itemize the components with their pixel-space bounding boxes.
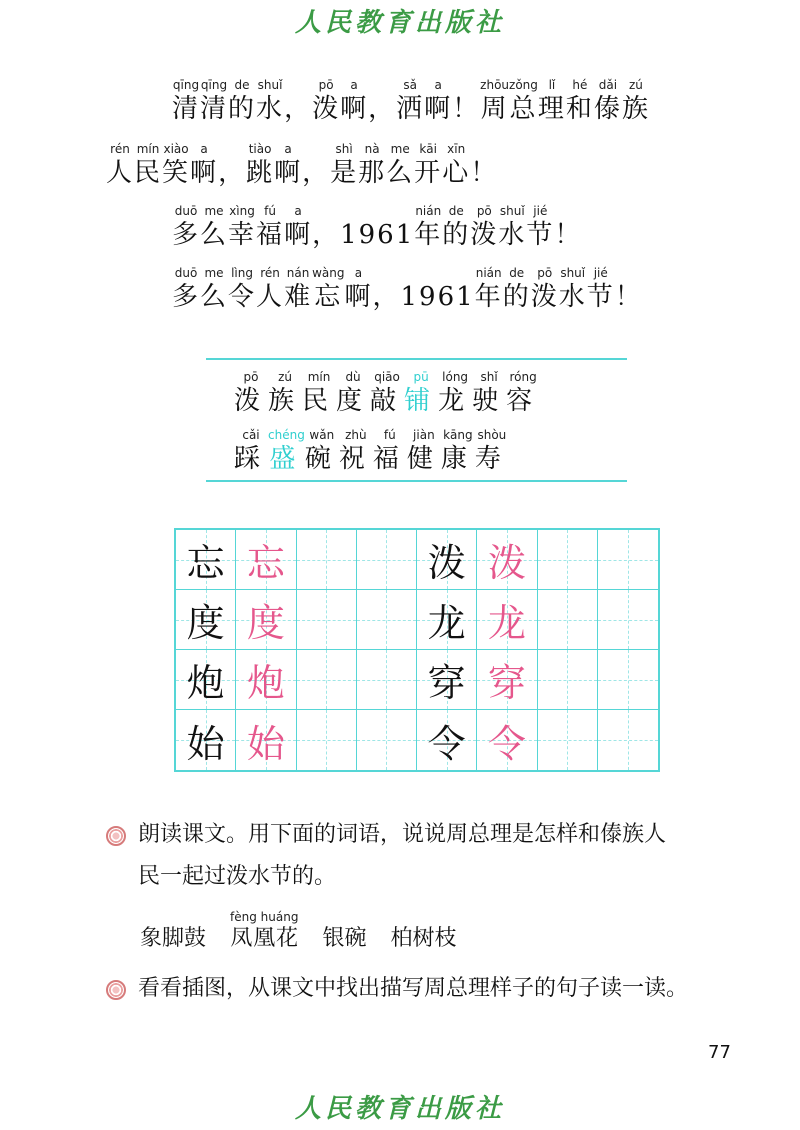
char-with-pinyin: 泼pō bbox=[470, 204, 499, 250]
pinyin: dù bbox=[336, 370, 371, 384]
char-with-pinyin: 啊a bbox=[274, 142, 303, 188]
char-with-pinyin: 健jiàn bbox=[406, 428, 441, 474]
char-with-pinyin: 啊a bbox=[190, 142, 219, 188]
pinyin bbox=[312, 204, 340, 220]
char-with-pinyin: 傣dǎi bbox=[593, 78, 622, 124]
char-with-pinyin: 泼pō bbox=[530, 266, 559, 312]
char-with-pinyin: 啊a bbox=[424, 78, 453, 124]
grid-cell: 始 bbox=[236, 710, 296, 770]
poem-line-2 bbox=[106, 142, 498, 189]
pinyin: me bbox=[386, 142, 415, 156]
char-with-pinyin: 水shuǐ bbox=[558, 266, 587, 312]
char-with-pinyin: 跳tiào bbox=[246, 142, 275, 188]
grid-cell bbox=[357, 590, 417, 650]
pinyin: mín bbox=[134, 142, 163, 156]
pinyin: shòu bbox=[474, 428, 509, 442]
char-with-pinyin: 踩cǎi bbox=[234, 428, 269, 474]
char-with-pinyin: 年nián bbox=[414, 204, 443, 250]
pinyin: chéng bbox=[268, 428, 305, 442]
pinyin: jié bbox=[526, 204, 555, 218]
pinyin: a bbox=[190, 142, 219, 156]
vocab-top-rule bbox=[206, 358, 627, 360]
pinyin: mín bbox=[302, 370, 337, 384]
grid-cell: 龙 bbox=[477, 590, 537, 650]
char-with-pinyin: 福fú bbox=[372, 428, 407, 474]
pinyin: róng bbox=[506, 370, 541, 384]
char-with-pinyin: 康kāng bbox=[440, 428, 475, 474]
char-with-pinyin: 多duō bbox=[172, 266, 201, 312]
pinyin: sǎ bbox=[396, 78, 425, 92]
grid-cell bbox=[598, 710, 658, 770]
pinyin: me bbox=[200, 204, 229, 218]
char-with-pinyin: ！ bbox=[470, 158, 498, 188]
char-with-pinyin: 笑xiào bbox=[162, 142, 191, 188]
pinyin bbox=[284, 78, 312, 94]
pinyin: zú bbox=[621, 78, 650, 92]
char-with-pinyin: ， bbox=[372, 282, 400, 312]
grid-cell: 泼 bbox=[477, 530, 537, 590]
char-with-pinyin: 理lǐ bbox=[537, 78, 566, 124]
char-with-pinyin: 盛chéng bbox=[268, 428, 305, 474]
grid-cell bbox=[357, 710, 417, 770]
grid-cell: 穿 bbox=[417, 650, 477, 710]
grid-cell: 龙 bbox=[417, 590, 477, 650]
pinyin: kāi bbox=[414, 142, 443, 156]
grid-cell bbox=[598, 530, 658, 590]
grid-cell: 炮 bbox=[176, 650, 236, 710]
pinyin: zhù bbox=[338, 428, 373, 442]
char-with-pinyin: 幸xìng bbox=[228, 204, 257, 250]
char-with-pinyin: 度dù bbox=[336, 370, 371, 416]
vocab-bottom-rule bbox=[206, 480, 627, 482]
grid-cell bbox=[598, 650, 658, 710]
pinyin: duō bbox=[172, 266, 201, 280]
char-with-pinyin: ， bbox=[312, 220, 340, 250]
pinyin: qīng bbox=[200, 78, 229, 92]
word-list bbox=[140, 910, 480, 952]
pinyin: zú bbox=[268, 370, 303, 384]
vocab-line-2 bbox=[234, 428, 509, 475]
char-with-pinyin: ， bbox=[302, 158, 330, 188]
pinyin: de bbox=[442, 204, 471, 218]
char-with-pinyin: 泼pō bbox=[234, 370, 269, 416]
pinyin: lìng bbox=[228, 266, 257, 280]
pinyin bbox=[340, 204, 414, 220]
char-with-pinyin: 清qīng bbox=[200, 78, 229, 124]
pinyin: de bbox=[502, 266, 531, 280]
char-with-pinyin: 是shì bbox=[330, 142, 359, 188]
page-number: 77 bbox=[708, 1042, 731, 1063]
char-with-pinyin: 福fú bbox=[256, 204, 285, 250]
char-with-pinyin: 啊a bbox=[344, 266, 373, 312]
char-with-pinyin: 民mín bbox=[302, 370, 337, 416]
poem-line-4 bbox=[172, 266, 643, 313]
pinyin: zhōu bbox=[480, 78, 510, 92]
vocab-word: 柏树枝 bbox=[390, 926, 457, 951]
grid-cell bbox=[357, 650, 417, 710]
pinyin: xīn bbox=[442, 142, 471, 156]
char-with-pinyin: 心xīn bbox=[442, 142, 471, 188]
grid-cell: 忘 bbox=[176, 530, 236, 590]
pinyin: rén bbox=[256, 266, 285, 280]
char-with-pinyin: 寿shòu bbox=[474, 428, 509, 474]
char-with-pinyin: 年nián bbox=[474, 266, 503, 312]
pinyin: shì bbox=[330, 142, 359, 156]
char-with-pinyin: 么me bbox=[386, 142, 415, 188]
char-with-pinyin: 多duō bbox=[172, 204, 201, 250]
pinyin: fú bbox=[256, 204, 285, 218]
pinyin bbox=[368, 78, 396, 94]
exercise-1-bullet-icon bbox=[106, 826, 126, 846]
pinyin: shǐ bbox=[472, 370, 507, 384]
char-with-pinyin: 么me bbox=[200, 266, 229, 312]
pinyin bbox=[615, 266, 643, 282]
char-with-pinyin: 碗wǎn bbox=[304, 428, 339, 474]
poem-line-1 bbox=[172, 78, 650, 125]
vocab-word: 象脚鼓 bbox=[140, 926, 207, 951]
pinyin: wǎn bbox=[304, 428, 339, 442]
char-with-pinyin: 那nà bbox=[358, 142, 387, 188]
grid-cell bbox=[297, 710, 357, 770]
pinyin: duō bbox=[172, 204, 201, 218]
pinyin: lóng bbox=[438, 370, 473, 384]
grid-cell: 炮 bbox=[236, 650, 296, 710]
grid-cell: 令 bbox=[417, 710, 477, 770]
pinyin: zǒng bbox=[509, 78, 538, 92]
char-with-pinyin: 么me bbox=[200, 204, 229, 250]
pinyin: fú bbox=[372, 428, 407, 442]
grid-cell bbox=[538, 710, 598, 770]
grid-cell: 泼 bbox=[417, 530, 477, 590]
grid-cell: 度 bbox=[176, 590, 236, 650]
char-with-pinyin: 铺pū bbox=[404, 370, 439, 416]
pinyin: tiào bbox=[246, 142, 275, 156]
pinyin: kāng bbox=[440, 428, 475, 442]
pinyin: shuǐ bbox=[498, 204, 527, 218]
char-with-pinyin: 令lìng bbox=[228, 266, 257, 312]
char-with-pinyin: 1961 bbox=[401, 282, 475, 312]
pinyin: rén bbox=[106, 142, 135, 156]
pinyin bbox=[470, 142, 498, 158]
pinyin: pū bbox=[404, 370, 439, 384]
char-with-pinyin: 清qīng bbox=[172, 78, 201, 124]
char-with-pinyin: 节jié bbox=[586, 266, 615, 312]
char-with-pinyin: 族zú bbox=[268, 370, 303, 416]
vocab-word: 银碗 bbox=[322, 926, 367, 951]
char-with-pinyin: 泼pō bbox=[312, 78, 341, 124]
char-with-pinyin: 水shuǐ bbox=[498, 204, 527, 250]
char-with-pinyin: ！ bbox=[452, 94, 480, 124]
char-with-pinyin: 容róng bbox=[506, 370, 541, 416]
pinyin: qiāo bbox=[370, 370, 405, 384]
pinyin: nán bbox=[284, 266, 313, 280]
char-with-pinyin: 水shuǐ bbox=[256, 78, 285, 124]
publisher-footer: 人民教育出版社 bbox=[294, 1094, 505, 1124]
pinyin: pō bbox=[234, 370, 268, 384]
pinyin: nà bbox=[358, 142, 387, 156]
char-with-pinyin: 啊a bbox=[284, 204, 313, 250]
pinyin: hé bbox=[565, 78, 594, 92]
vocab-line-1 bbox=[234, 370, 540, 417]
vocab-word: 凤凰花fèng huáng bbox=[230, 910, 299, 951]
grid-cell: 度 bbox=[236, 590, 296, 650]
char-with-pinyin: ， bbox=[368, 94, 396, 124]
pinyin: shuǐ bbox=[558, 266, 587, 280]
char-with-pinyin: ！ bbox=[615, 282, 643, 312]
pinyin: qīng bbox=[172, 78, 200, 92]
grid-cell bbox=[538, 650, 598, 710]
char-with-pinyin: 和hé bbox=[565, 78, 594, 124]
char-with-pinyin: 总zǒng bbox=[509, 78, 538, 124]
grid-cell bbox=[297, 590, 357, 650]
char-with-pinyin: 啊a bbox=[340, 78, 369, 124]
grid-cell bbox=[598, 590, 658, 650]
pinyin: lǐ bbox=[537, 78, 566, 92]
grid-cell: 始 bbox=[176, 710, 236, 770]
pinyin: xiào bbox=[162, 142, 191, 156]
char-with-pinyin: ， bbox=[284, 94, 312, 124]
grid-cell bbox=[538, 530, 598, 590]
pinyin: xìng bbox=[228, 204, 257, 218]
char-with-pinyin: 敲qiāo bbox=[370, 370, 405, 416]
exercise-1-line-1: 朗读课文。用下面的词语，说说周总理是怎样和傣族人 bbox=[138, 822, 667, 847]
pinyin: a bbox=[424, 78, 453, 92]
pinyin: pō bbox=[530, 266, 559, 280]
char-with-pinyin: 忘wàng bbox=[312, 266, 345, 312]
publisher-header: 人民教育出版社 bbox=[294, 8, 505, 38]
pinyin bbox=[452, 78, 480, 94]
char-with-pinyin: 1961 bbox=[340, 220, 414, 250]
pinyin: dǎi bbox=[593, 78, 622, 92]
pinyin: a bbox=[284, 204, 313, 218]
pinyin: a bbox=[344, 266, 373, 280]
grid-cell: 穿 bbox=[477, 650, 537, 710]
char-with-pinyin: 民mín bbox=[134, 142, 163, 188]
pinyin bbox=[372, 266, 400, 282]
char-with-pinyin: 周zhōu bbox=[480, 78, 510, 124]
pinyin: a bbox=[274, 142, 303, 156]
pinyin bbox=[302, 142, 330, 158]
writing-grid bbox=[174, 528, 660, 772]
exercise-2-text: 看看插图，从课文中找出描写周总理样子的句子读一读。 bbox=[138, 976, 689, 1001]
exercise-1-line-2: 民一起过泼水节的。 bbox=[138, 864, 337, 889]
char-with-pinyin: 驶shǐ bbox=[472, 370, 507, 416]
char-with-pinyin: 节jié bbox=[526, 204, 555, 250]
pinyin: jié bbox=[586, 266, 615, 280]
pinyin: jiàn bbox=[406, 428, 441, 442]
char-with-pinyin: ！ bbox=[554, 220, 582, 250]
char-with-pinyin: 人rén bbox=[256, 266, 285, 312]
grid-cell: 令 bbox=[477, 710, 537, 770]
pinyin: shuǐ bbox=[256, 78, 285, 92]
pinyin: a bbox=[340, 78, 369, 92]
char-with-pinyin: 开kāi bbox=[414, 142, 443, 188]
pinyin bbox=[401, 266, 475, 282]
pinyin: pō bbox=[312, 78, 341, 92]
pinyin: de bbox=[228, 78, 257, 92]
pinyin: wàng bbox=[312, 266, 345, 280]
grid-cell bbox=[357, 530, 417, 590]
poem-line-3 bbox=[172, 204, 582, 251]
char-with-pinyin: 族zú bbox=[621, 78, 650, 124]
pinyin bbox=[554, 204, 582, 220]
pinyin: pō bbox=[470, 204, 499, 218]
char-with-pinyin: 龙lóng bbox=[438, 370, 473, 416]
exercise-2-bullet-icon bbox=[106, 980, 126, 1000]
grid-cell: 忘 bbox=[236, 530, 296, 590]
char-with-pinyin: 洒sǎ bbox=[396, 78, 425, 124]
char-with-pinyin: 人rén bbox=[106, 142, 135, 188]
char-with-pinyin: 难nán bbox=[284, 266, 313, 312]
grid-cell bbox=[297, 650, 357, 710]
char-with-pinyin: 祝zhù bbox=[338, 428, 373, 474]
char-with-pinyin: 的de bbox=[228, 78, 257, 124]
pinyin: nián bbox=[474, 266, 503, 280]
pinyin bbox=[218, 142, 246, 158]
pinyin: cǎi bbox=[234, 428, 269, 442]
pinyin: me bbox=[200, 266, 229, 280]
char-with-pinyin: 的de bbox=[502, 266, 531, 312]
char-with-pinyin: ， bbox=[218, 158, 246, 188]
grid-cell bbox=[297, 530, 357, 590]
grid-cell bbox=[538, 590, 598, 650]
char-with-pinyin: 的de bbox=[442, 204, 471, 250]
pinyin: nián bbox=[414, 204, 443, 218]
